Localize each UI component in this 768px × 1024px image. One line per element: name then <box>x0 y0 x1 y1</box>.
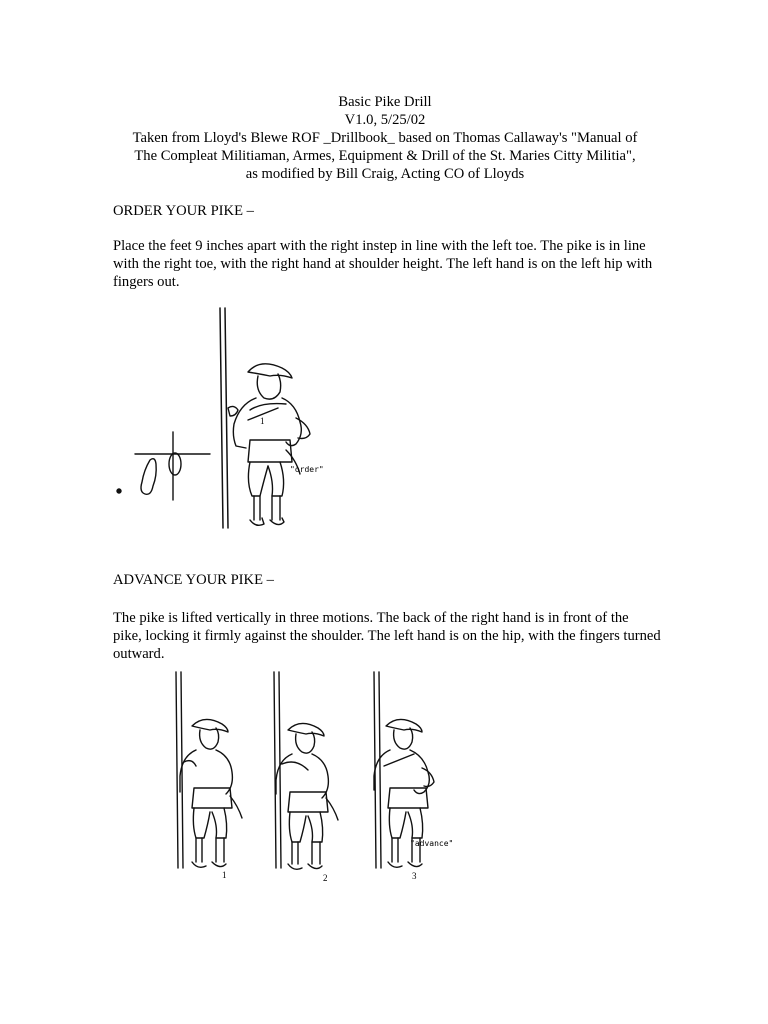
document-header <box>90 93 680 183</box>
section-text-advance: The pike is lifted vertically in three motions. The back of the right hand is in front of the pike, locking it firmly against the shoulder. The left hand is on the hip, with the fingers turned outward. <box>113 610 661 662</box>
figure-mark-1: 1 <box>260 416 265 426</box>
document-version: V1.0, 5/25/02 <box>344 112 426 128</box>
order-caption: "order" <box>290 465 324 474</box>
document-title: Basic Pike Drill <box>338 94 432 110</box>
source-line-2: The Compleat Militiaman, Armes, Equipment & Drill of the St. Maries Citty Militia", <box>134 148 636 164</box>
source-line-3: as modified by Bill Craig, Acting CO of Lloyds <box>245 166 525 182</box>
order-pike-illustration <box>110 300 340 540</box>
section-text-order: Place the feet 9 inches apart with the right instep in line with the left toe. The pike is in line with the right toe, with the right hand at shoulder height. The left hand is on the left hip with fingers out. <box>113 238 653 290</box>
advance-pike-drawing <box>150 668 490 920</box>
figure-number-2: 2 <box>323 873 328 883</box>
section-heading-advance: ADVANCE YOUR PIKE – <box>113 572 274 588</box>
advance-caption: "advance" <box>410 839 454 848</box>
figure-number-1: 1 <box>222 870 227 880</box>
section-heading-order: ORDER YOUR PIKE – <box>113 203 254 219</box>
figure-number-3: 3 <box>412 871 417 881</box>
advance-pike-illustration <box>150 668 490 920</box>
source-line-1: Taken from Lloyd's Blewe ROF _Drillbook_ based on Thomas Callaway's "Manual of <box>132 130 638 146</box>
order-pike-drawing <box>110 300 340 540</box>
